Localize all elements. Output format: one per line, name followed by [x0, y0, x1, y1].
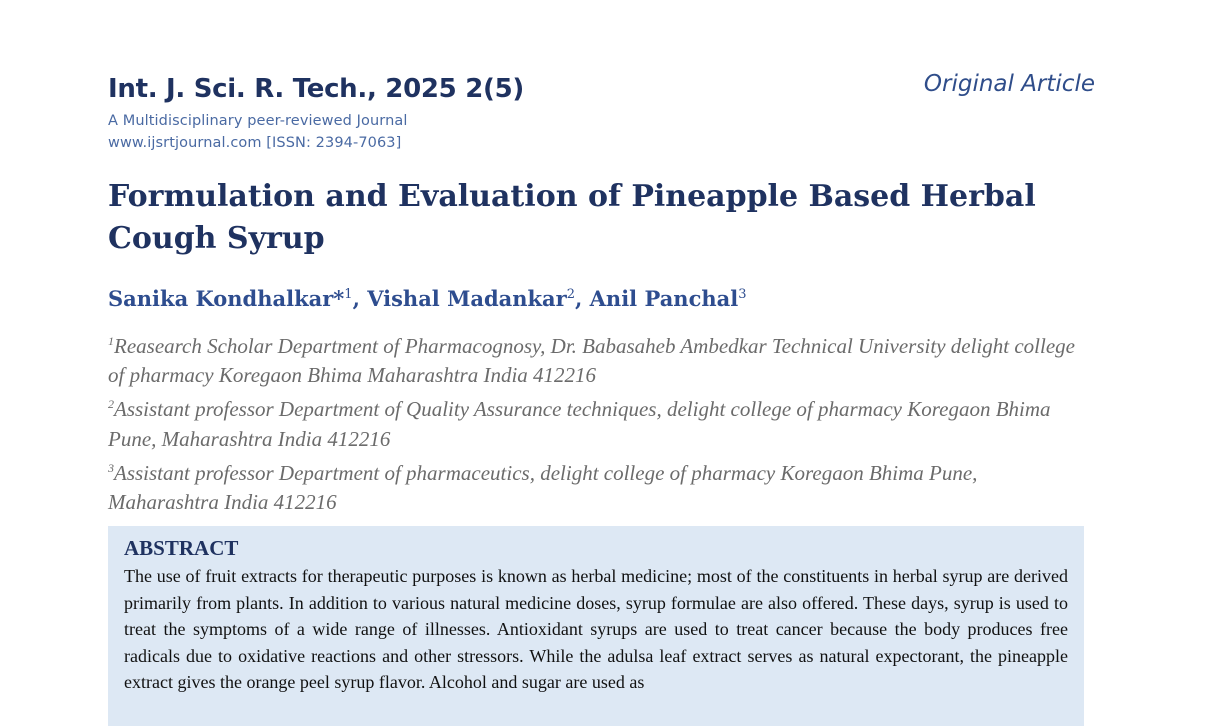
- abstract-section: [108, 526, 1084, 726]
- author-affiliation-marker: 1: [344, 287, 353, 302]
- affiliation-text: Assistant professor Department of Quality Assurance techniques, delight college of pharmacy Koregaon Bhima Pune, Maharashtra India 412216: [108, 397, 1051, 451]
- affiliation-list: [108, 327, 1088, 517]
- author-affiliation-marker: 2: [566, 287, 576, 302]
- author-name: Anil Panchal: [589, 286, 739, 311]
- author-name: Sanika Kondhalkar*: [108, 286, 345, 311]
- affiliation-marker: 1: [108, 334, 114, 348]
- author-affiliation-marker: 3: [738, 287, 747, 302]
- journal-subtitle: A Multidisciplinary peer-reviewed Journal: [108, 113, 408, 129]
- journal-citation: Int. J. Sci. R. Tech., 2025 2(5): [108, 74, 524, 104]
- author-name: Vishal Madankar: [367, 286, 567, 311]
- article-type-label: Original Article: [923, 71, 1095, 97]
- affiliation-item: [108, 454, 1088, 517]
- affiliation-text: Reasearch Scholar Department of Pharmacognosy, Dr. Babasaheb Ambedkar Technical University delight college of pharmacy Koregaon Bhima Maharashtra India 412216: [108, 334, 1075, 388]
- affiliation-text: Assistant professor Department of pharmaceutics, delight college of pharmacy Koregaon Bhima Pune, Maharashtra India 412216: [108, 460, 978, 515]
- journal-website[interactable]: www.ijsrtjournal.com [ISSN: 2394-7063]: [108, 135, 402, 151]
- affiliation-item: [108, 390, 1088, 453]
- author-separator: ,: [352, 286, 368, 311]
- affiliation-marker: 2: [108, 397, 114, 412]
- abstract-heading: ABSTRACT: [124, 536, 239, 560]
- affiliation-marker: 3: [108, 460, 114, 475]
- author-list: [108, 286, 747, 311]
- affiliation-item: [108, 327, 1088, 390]
- abstract-text: The use of fruit extracts for therapeutic purposes is known as herbal medicine; most of the constituents in herbal syrup are derived primarily from plants. In addition to various natural medicine doses, syrup formulae are also offered. These days, syrup is used to treat the symptoms of a wide range of illnesses. Antioxidant syrups are used to treat cancer because the body produces free radicals due to oxidative reactions and other stressors. While the adulsa leaf extract serves as natural expectorant, the pineapple extract gives the orange peel syrup flavor. Alcohol and sugar are used as: [124, 566, 1068, 692]
- paper-title: Formulation and Evaluation of Pineapple Based Herbal Cough Syrup: [108, 179, 1036, 256]
- author-separator: ,: [575, 286, 590, 311]
